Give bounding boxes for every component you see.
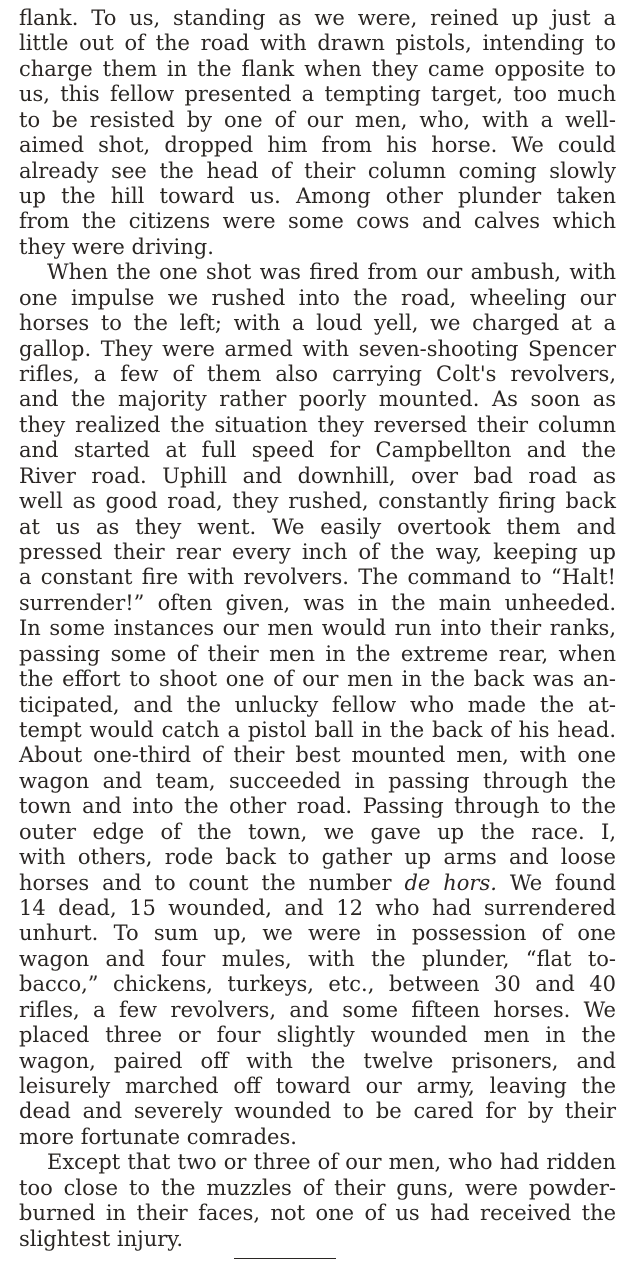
- text-line: rifles, a few of them also carrying Colt's revolvers,: [19, 362, 616, 386]
- text-line: town and into the other road. Passing through to the: [19, 794, 616, 819]
- text-line: gallop. They were armed with seven-shooting Spencer: [19, 336, 616, 361]
- section-rule: [234, 1258, 336, 1259]
- italic-phrase: de hors.: [404, 870, 497, 895]
- text-line: surrender!” often given, was in the main unheeded.: [19, 590, 616, 615]
- text-line: more fortunate comrades.: [19, 1124, 297, 1149]
- text-line: rifles, a few revolvers, and some fifteen horses. We: [19, 997, 616, 1022]
- text-line: In some instances our men would run into their ranks,: [19, 616, 616, 641]
- text-line: slightest injury.: [19, 1226, 184, 1251]
- text-line: and the majority rather poorly mounted. As soon as: [19, 387, 616, 412]
- text-line: [19, 871, 616, 896]
- text-line: leisurely marched off toward our army, leaving the: [19, 1074, 616, 1098]
- text-line: wagon, paired off with the twelve prisoners, and: [19, 1048, 616, 1073]
- text-line: River road. Uphill and downhill, over bad road as: [19, 463, 616, 488]
- text-line: they were driving.: [19, 234, 214, 259]
- text-segment: We found: [509, 870, 616, 895]
- text-line: from the citizens were some cows and calves which: [19, 209, 616, 234]
- text-line: the effort to shoot one of our men in the back was an-: [19, 667, 616, 692]
- text-line: little out of the road with drawn pistols, intending to: [19, 31, 616, 56]
- text-line: flank. To us, standing as we were, reined up just a: [19, 6, 616, 30]
- text-line: bacco,” chickens, turkeys, etc., between 30 and 40: [19, 972, 616, 997]
- text-line: wagon and team, succeeded in passing through the: [19, 768, 616, 793]
- text-line: at us as they went. We easily overtook them and: [19, 514, 616, 539]
- text-line: passing some of their men in the extreme rear, when: [19, 641, 616, 666]
- text-line: too close to the muzzles of their guns, were powder-: [19, 1175, 616, 1200]
- text-line: outer edge of the town, we gave up the race. I,: [19, 819, 616, 844]
- text-line: placed three or four slightly wounded men in the: [19, 1023, 616, 1048]
- text-line: and started at full speed for Campbellton and the: [19, 438, 616, 463]
- text-line: a constant fire with revolvers. The command to “Halt!: [19, 565, 616, 590]
- text-line: us, this fellow presented a tempting target, too much: [19, 82, 616, 107]
- text-line: charge them in the flank when they came opposite to: [19, 56, 616, 81]
- text-line: with others, rode back to gather up arms and loose: [19, 845, 616, 870]
- text-line: When the one shot was fired from our ambush, with: [47, 260, 616, 285]
- text-line: up the hill toward us. Among other plunder taken: [19, 184, 616, 208]
- text-line: to be resisted by one of our men, who, with a well-: [19, 107, 616, 132]
- text-line: About one-third of their best mounted men, with one: [19, 743, 616, 768]
- text-line: ticipated, and the unlucky fellow who made the at-: [19, 692, 616, 717]
- text-line: dead and severely wounded to be cared for by their: [19, 1099, 616, 1124]
- text-line: wagon and four mules, with the plunder, “flat to-: [19, 946, 616, 971]
- text-line: unhurt. To sum up, we were in possession of one: [19, 921, 616, 946]
- text-line: pressed their rear every inch of the way, keeping up: [19, 540, 616, 564]
- text-line: burned in their faces, not one of us had received the: [19, 1201, 616, 1226]
- text-line: 14 dead, 15 wounded, and 12 who had surrendered: [19, 896, 616, 920]
- text-line: one impulse we rushed into the road, wheeling our: [19, 285, 616, 310]
- text-line: Except that two or three of our men, who had ridden: [47, 1150, 616, 1175]
- text-line: tempt would catch a pistol ball in the back of his head.: [19, 718, 616, 742]
- text-line: they realized the situation they reversed their column: [19, 412, 616, 437]
- text-line: already see the head of their column coming slowly: [19, 158, 616, 183]
- text-line: well as good road, they rushed, constantly firing back: [19, 489, 616, 514]
- text-segment: horses and to count the number: [19, 870, 392, 895]
- text-line: horses to the left; with a loud yell, we charged at a: [19, 311, 616, 336]
- text-line: aimed shot, dropped him from his horse. We could: [19, 133, 616, 158]
